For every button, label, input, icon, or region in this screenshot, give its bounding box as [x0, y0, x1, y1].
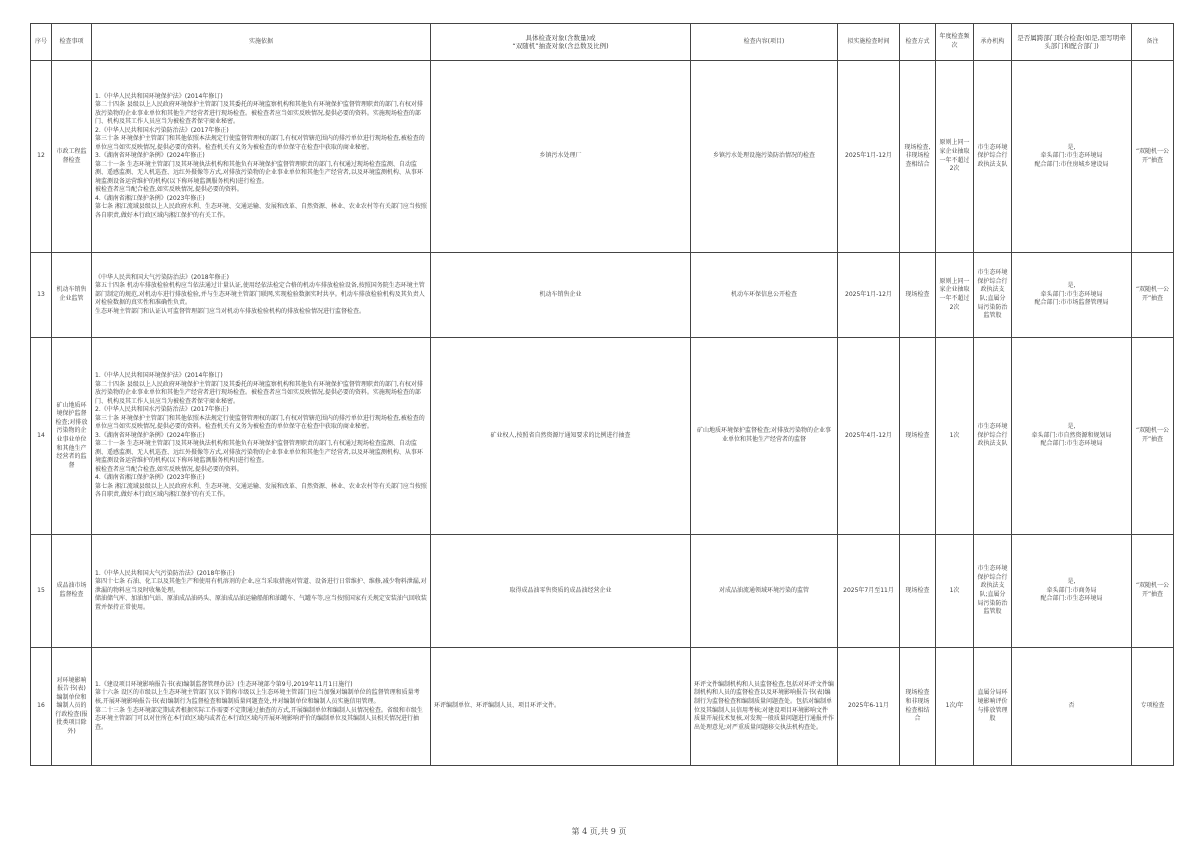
table-row [31, 338, 1174, 535]
row-freq: 1次 [936, 535, 974, 648]
table-row [31, 253, 1174, 338]
row-joint: 是, 牵头部门:市自然资源和规划局 配合部门:市生态环境局 [1012, 338, 1132, 535]
header-basis: 实施依据 [92, 24, 431, 61]
row-seq: 16 [31, 648, 52, 766]
row-joint: 否 [1012, 648, 1132, 766]
row-content: 环评文件编制机构和人员监督检查,包括对环评文件编制机构和人员的监督检查以及环境影响报告书(表)编制行为监督检查和编制质量问题查处。包括对编制单位及其编制人员信用考核;对建设项目环境影响文件质量开展技术复核,对发现一般质量问题进行通报并作出处理意见;对严重质量问题移交执法机构查处。 [691, 648, 838, 766]
basis-line: 2.《中华人民共和国水污染防治法》(2017年修正) [95, 406, 229, 414]
row-freq: 原则上同一家企业抽取一年不超过2次 [936, 253, 974, 338]
basis-line: 第三十条 环境保护主管部门和其他依照本法规定行使监督管理权的部门,有权对管辖范围内的排污单位进行现场检查,被检查的单位应当如实反映情况,提供必要的资料。检查机关有义务为被检查的单位保守在检查中获取的商业秘密。 [95, 414, 425, 431]
row-method: 现场检查 [900, 338, 936, 535]
row-time: 2025年6-11月 [838, 648, 900, 766]
basis-line: 第五十四条 机动车排放检验机构应当依法通过计量认证,使用经依法检定合格的机动车排放检验设备,按照国务院生态环境主管部门制定的规范,对机动车进行排放检验,并与生态环境主管部门联网,实现检验数据实时共享。机动车排放检验机构及其负责人对检验数据的真实性和准确性负责。 [95, 282, 425, 307]
row-joint: 是, 牵头部门:市生态环境局 配合部门:市市场监督管理局 [1012, 253, 1132, 338]
row-target: 环评编制单位、环评编制人员、项目环评文件。 [431, 648, 691, 766]
basis-line: 《中华人民共和国大气污染防治法》(2018年修正) [95, 273, 229, 281]
row-joint: 是, 牵头部门:市生态环境局 配合部门:市住房城乡建设局 [1012, 61, 1132, 253]
basis-line: 1.《中华人民共和国环境保护法》(2014年修订) [95, 372, 223, 380]
row-item: 市政工程监督检查 [52, 61, 92, 253]
basis-line: 第七条 湘江流域县级以上人民政府水利、生态环境、交通运输、发展和改革、自然资源、林业、农业农村等有关部门应当按照各自职责,做好本行政区域内湘江保护的有关工作。 [95, 482, 427, 499]
row-time: 2025年1月-12月 [838, 61, 900, 253]
basis-line: 3.《湖南省环境保护条例》(2024年修正) [95, 431, 205, 439]
basis-line: 第二十一条 生态环境主管部门及其环境执法机构和其他负有环境保护监督管理职责的部门,有权通过现场检查监测、自动监测、遥感监测、无人机巡查、远红外摄像等方式,对排放污染物的企业事业单位和其他生产经营者,以及环境监测机构、从事环境监测设备运营维护的机构(以下称环境监测服务机构)进行检查。 [95, 160, 423, 185]
row-target: 矿业权人,按照省自然资源厅通知要求的比例进行抽查 [431, 338, 691, 535]
row-method: 现场检查和非现场检查相结合 [900, 648, 936, 766]
row-item: 对环境影响报告书(表)编制单位和编制人员的行政检查(报批类项目除外) [52, 648, 92, 766]
row-method: 现场检查,非现场检查相结合 [900, 61, 936, 253]
row-seq: 14 [31, 338, 52, 535]
header-item: 检查事项 [52, 24, 92, 61]
row-seq: 13 [31, 253, 52, 338]
row-target: 取得成品油零售资质的成品油经营企业 [431, 535, 691, 648]
header-time: 拟实施检查时间 [838, 24, 900, 61]
row-joint: 是, 牵头部门:市商务局 配合部门:市生态环境局 [1012, 535, 1132, 648]
table-row [31, 648, 1174, 766]
row-remark: “双随机一公开”抽查 [1132, 61, 1174, 253]
header-method: 检查方式 [900, 24, 936, 61]
basis-line: 第十六条 设区的市级以上生态环境主管部门(以下简称市级以上生态环境主管部门)应当加强对编制单位的监督管理和质量考核,开展环境影响报告书(表)编制行为监督检查和编制质量问题查处,并对编制单位和编制人员实施信用管理。 [95, 689, 420, 705]
row-content: 机动车环保信息公开检查 [691, 253, 838, 338]
basis-line: 被检查者应当配合检查,如实反映情况,提供必要的资料。 [95, 465, 243, 473]
header-freq: 年度检查频次 [936, 24, 974, 61]
row-content: 对成品油流通领域环境污染的监管 [691, 535, 838, 648]
basis-line: 生态环境主管部门和认证认可监督管理部门应当对机动车排放检验机构的排放检验情况进行监督检查。 [95, 307, 366, 315]
row-freq: 1次/年 [936, 648, 974, 766]
row-basis [92, 61, 431, 253]
row-basis [92, 648, 431, 766]
basis-line: 4.《湖南省湘江保护条例》(2023年修正) [95, 194, 205, 202]
row-org: 市生态环境保护综合行政执法支队 [974, 338, 1012, 535]
row-time: 2025年7月至11月 [838, 535, 900, 648]
row-seq: 12 [31, 61, 52, 253]
header-row [31, 24, 1174, 61]
basis-line: 第二十四条 县级以上人民政府环境保护主管部门及其委托的环境监察机构和其他负有环境保护监督管理职责的部门,有权对排放污染物的企业事业单位和其他生产经营者进行现场检查。被检查者应当如实反映情况,提供必要的资料。实施现场检查的部门、机构及其工作人员应当为被检查者保守商业秘密。 [95, 101, 423, 126]
header-seq: 序号 [31, 24, 52, 61]
header-target: 具体检查对象(含数量)或 “双随机”抽查对象(含总数及比例) [431, 24, 691, 61]
basis-line: 第三十条 环境保护主管部门和其他依照本法规定行使监督管理权的部门,有权对管辖范围内的排污单位进行现场检查,被检查的单位应当如实反映情况,提供必要的资料。检查机关有义务为被检查的单位保守在检查中获取的商业秘密。 [95, 135, 425, 151]
basis-line: 1.《中华人民共和国环境保护法》(2014年修订) [95, 92, 223, 100]
basis-line: 第二十一条 生态环境主管部门及其环境执法机构和其他负有环境保护监督管理职责的部门,有权通过现场检查监测、自动监测、遥感监测、无人机巡查、远红外摄像等方式,对排放污染物的企业事业单位和其他生产经营者,以及环境监测机构、从事环境监测设备运营维护的机构(以下称环境监测服务机构)进行检查。 [95, 440, 423, 465]
basis-line: 储油储气库、加油加气站、原油成品油码头、原油成品油运输船舶和油罐车、气罐车等,应当按照国家有关规定安装油气回收装置并保持正常使用。 [95, 595, 427, 611]
basis-line: 2.《中华人民共和国水污染防治法》(2017年修正) [95, 126, 229, 134]
row-org: 市生态环境保护综合行政执法支队 [974, 61, 1012, 253]
row-method: 现场检查 [900, 535, 936, 648]
basis-line: 3.《湖南省环境保护条例》(2024年修正) [95, 152, 205, 160]
row-basis [92, 535, 431, 648]
row-target: 机动车销售企业 [431, 253, 691, 338]
basis-line: 被检查者应当配合检查,如实反映情况,提供必要的资料。 [95, 186, 243, 194]
row-content: 矿山地质环境保护监督检查;对排放污染物的企业事业单位和其他生产经营者的监督 [691, 338, 838, 535]
row-time: 2025年4月-12月 [838, 338, 900, 535]
row-item: 机动车销售企业监管 [52, 253, 92, 338]
row-item: 矿山地质环境保护监督检查;对排放污染物的企业事业单位和其他生产经营者的监督 [52, 338, 92, 535]
row-item: 成品油市场监督检查 [52, 535, 92, 648]
row-org: 直属分局环境影响评价与排放管理股 [974, 648, 1012, 766]
table-row [31, 535, 1174, 648]
basis-line: 第七条 湘江流域县级以上人民政府水利、生态环境、交通运输、发展和改革、自然资源、林业、农业农村等有关部门应当按照各自职责,做好本行政区域内湘江保护的有关工作。 [95, 203, 427, 219]
row-org: 市生态环境保护综合行政执法支队;直属分局污染防治监管股 [974, 535, 1012, 648]
row-basis [92, 253, 431, 338]
row-freq: 原则上同一家企业抽取一年不超过2次 [936, 61, 974, 253]
row-time: 2025年1月-12月 [838, 253, 900, 338]
row-remark: 专项检查 [1132, 648, 1174, 766]
header-remark: 备注 [1132, 24, 1174, 61]
header-content: 检查内容(项目) [691, 24, 838, 61]
row-remark: “双随机一公开”抽查 [1132, 535, 1174, 648]
basis-line: 1.《中华人民共和国大气污染防治法》(2018年修正) [95, 569, 235, 577]
basis-line: 第二十三条 生态环境部定期或者根据实际工作需要不定期通过抽查的方式,开展编制单位和编制人员情况检查。省级和市级生态环境主管部门可以对住所在本行政区域内或者在本行政区域内开展环境影响评价的编制单位及其编制人员相关情况进行抽查。 [95, 706, 423, 731]
header-org: 承办机构 [974, 24, 1012, 61]
row-seq: 15 [31, 535, 52, 648]
basis-line: 第四十七条 石油、化工以及其他生产和使用有机溶剂的企业,应当采取措施对管道、设备进行日常维护、维修,减少物料泄漏,对泄漏的物料应当及时收集处理。 [95, 578, 427, 594]
page-footer: 第 4 页,共 9 页 [571, 827, 627, 836]
basis-line: 第二十四条 县级以上人民政府环境保护主管部门及其委托的环境监察机构和其他负有环境保护监督管理职责的部门,有权对排放污染物的企业事业单位和其他生产经营者进行现场检查。被检查者应当如实反映情况,提供必要的资料。实施现场检查的部门、机构及其工作人员应当为被检查者保守商业秘密。 [95, 380, 423, 405]
table-row [31, 61, 1174, 253]
row-basis [92, 338, 431, 535]
row-remark: “双随机一公开”抽查 [1132, 253, 1174, 338]
row-org: 市生态环境保护综合行政执法支队;直属分局污染防治监管股 [974, 253, 1012, 338]
basis-line: 4.《湖南省湘江保护条例》(2023年修正) [95, 474, 205, 482]
header-joint: 是否属跨部门联合检查(如是,需写明牵头部门和配合部门) [1012, 24, 1132, 61]
inspection-plan-table [30, 23, 1174, 766]
row-method: 现场检查 [900, 253, 936, 338]
row-target: 乡镇污水处理厂 [431, 61, 691, 253]
row-freq: 1次 [936, 338, 974, 535]
row-content: 乡镇污水处理设施污染防治情况的检查 [691, 61, 838, 253]
row-remark: “双随机一公开”抽查 [1132, 338, 1174, 535]
basis-line: 1.《建设项目环境影响报告书(表)编制监督管理办法》(生态环境部令第9号,2019年11月1日施行) [95, 680, 353, 688]
